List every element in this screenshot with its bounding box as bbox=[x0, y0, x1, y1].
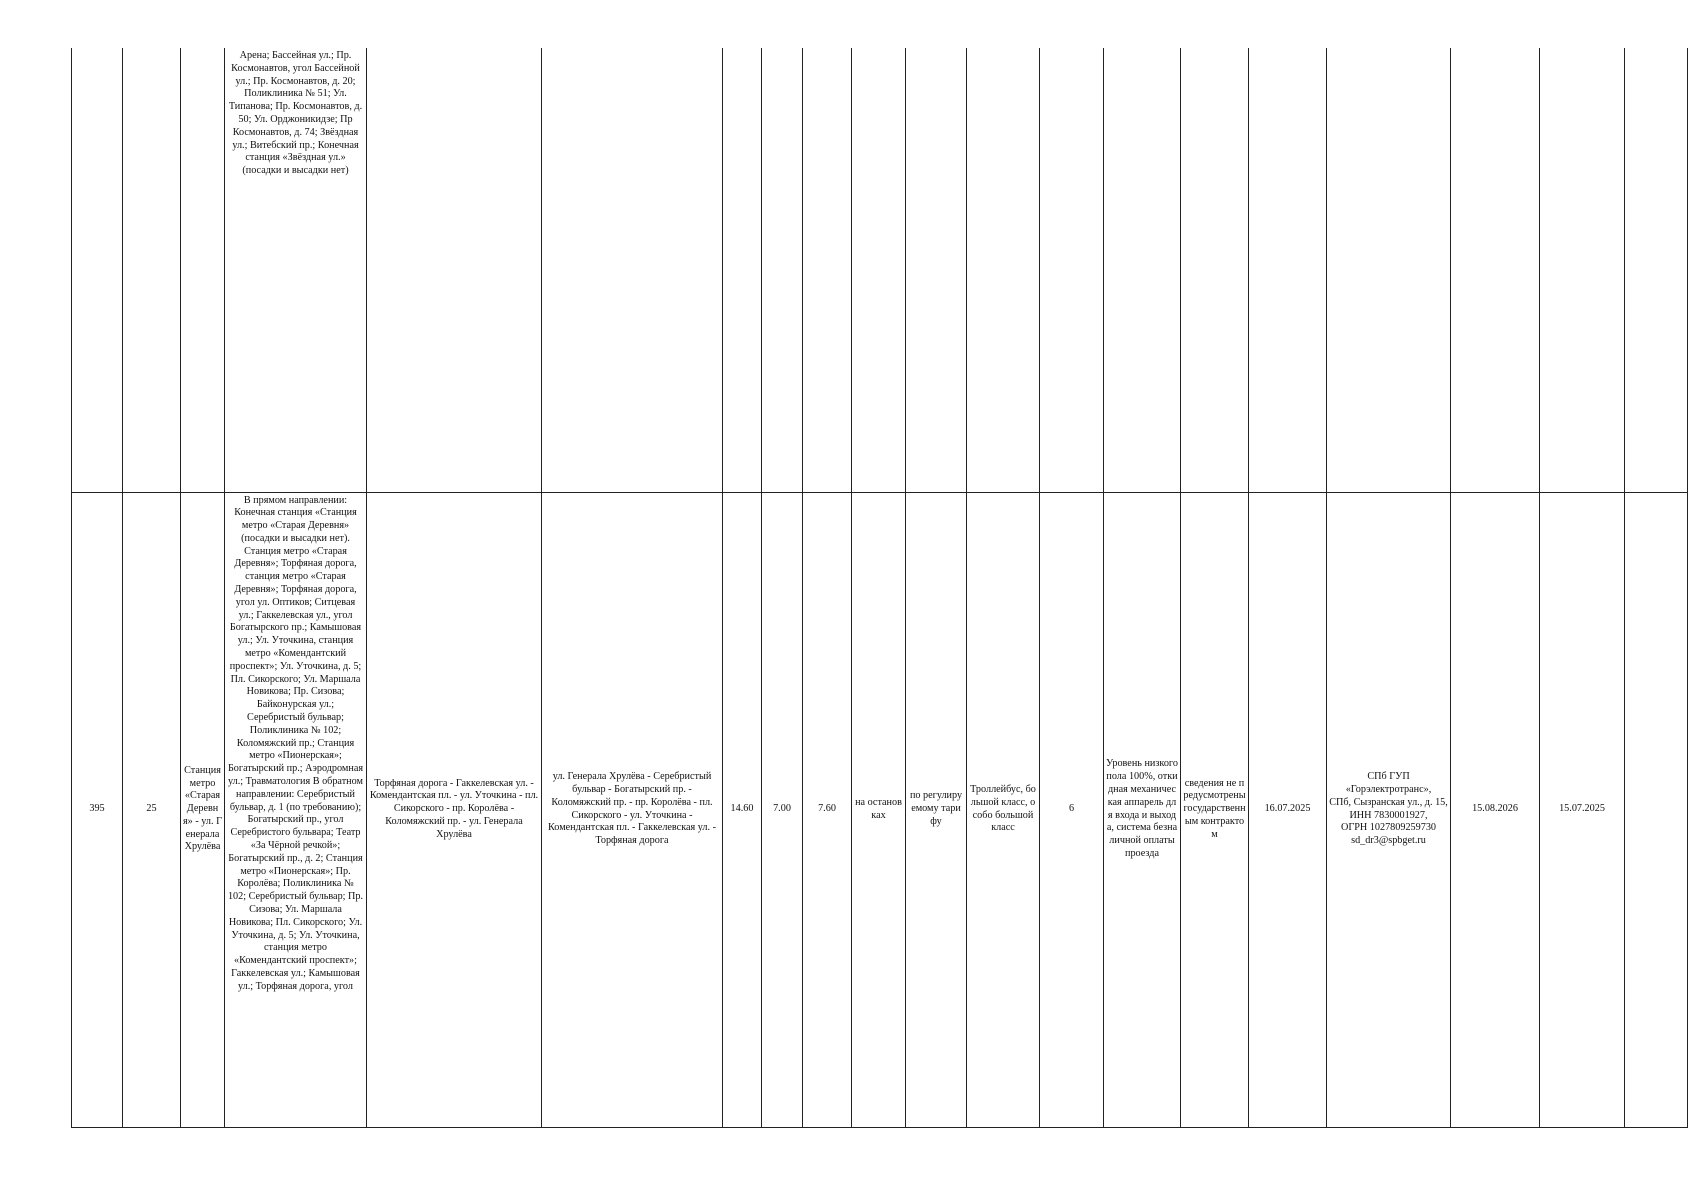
cell-last bbox=[1625, 48, 1688, 492]
carrier-address: СПб, Сызранская ул., д. 15, bbox=[1329, 796, 1448, 808]
cell-end-date bbox=[1451, 48, 1540, 492]
cell-route-number bbox=[123, 48, 181, 492]
cell-carrier bbox=[1327, 492, 1451, 1127]
cell-start-date: 16.07.2025 bbox=[1249, 492, 1327, 1127]
cell-vehicle-count: 6 bbox=[1040, 492, 1104, 1127]
cell-route-name bbox=[181, 48, 225, 492]
cell-stop-order: на остановках bbox=[852, 492, 906, 1127]
cell-carrier bbox=[1327, 48, 1451, 492]
cell-streets-backward: ул. Генерала Хрулёва - Серебристый бульвар - Богатырский пр. - Коломяжский пр. - пр. Королёва - пл. Сикорского - ул. Уточкина - Комендантская пл. - Гаккелевская ул. - Торфяная дорога bbox=[542, 492, 723, 1127]
cell-vehicle-type: Троллейбус, большой класс, особо большой класс bbox=[967, 492, 1040, 1127]
cell-characteristics: Уровень низкого пола 100%, откидная механическая аппарель для входа и выхода, система безналичной оплаты проезда bbox=[1104, 492, 1181, 1127]
cell-end-date: 15.08.2026 bbox=[1451, 492, 1540, 1127]
stops-text: В прямом направлении: Конечная станция «Станция метро «Старая Деревня» (посадки и высадки нет). Станция метро «Старая Деревня»; Торфяная дорога, станция метро «Старая Деревня»; Торфяная дорога, угол ул. Оптиков; Ситцевая ул.; Гаккелевская ул., угол Богатырского пр.; Камышовая ул.; Ул. Уточкина, станция метро «Комендантский проспект»; Ул. Уточкина, д. 5; Пл. Сикорского; Ул. Маршала Новикова; Пр. Сизова; Байконурская ул.; Серебристый бульвар; Поликлиника № 102; Коломяжский пр.; Станция метро «Пионерская»; Богатырский пр.; Аэродромная ул.; Травматология В обратном направлении: Серебристый бульвар, д. 1 (по требованию); Богатырский пр., угол Серебристого бульвара; Театр «За Чёрной речкой»; Богатырский пр., д. 2; Станция метро «Пионерская»; Пр. Королёва; Поликлиника № 102; Серебристый бульвар; Пр. Сизова; Ул. Маршала Новикова; Пл. Сикорского; Ул. Уточкина, д. 5; Ул. Уточкина, станция метро «Комендантский проспект»; Гаккелевская ул.; Камышовая ул.; Торфяная дорога, угол bbox=[227, 494, 364, 992]
cell-stops bbox=[225, 492, 367, 1127]
cell-stops bbox=[225, 48, 367, 492]
cell-length-total bbox=[723, 48, 762, 492]
cell-route-name: Станция метро «Старая Деревня» - ул. Генерала Хрулёва bbox=[181, 492, 225, 1127]
cell-streets-forward bbox=[367, 48, 542, 492]
stops-text: Арена; Бассейная ул.; Пр. Космонавтов, угол Бассейной ул.; Пр. Космонавтов, д. 20; Поликлиника № 51; Ул. Типанова; Пр. Космонавтов, д. 50; Ул. Орджоникидзе; Пр Космонавтов, д. 74; Звёздная ул.; Витебский пр.; Конечная станция «Звёздная ул.» (посадки и высадки нет) bbox=[228, 50, 363, 177]
cell-length-forward: 7.00 bbox=[762, 492, 803, 1127]
table-row-route bbox=[72, 492, 1688, 1127]
cell-length-backward bbox=[803, 48, 852, 492]
cell-fare-type bbox=[906, 48, 967, 492]
cell-vehicle-count bbox=[1040, 48, 1104, 492]
cell-vehicle-type bbox=[967, 48, 1040, 492]
cell-change-date bbox=[1540, 48, 1625, 492]
table-row-continued bbox=[72, 48, 1688, 492]
cell-last bbox=[1625, 492, 1688, 1127]
cell-fare-type: по регулируемому тарифу bbox=[906, 492, 967, 1127]
carrier-inn: ИНН 7830001927, bbox=[1349, 809, 1428, 821]
cell-change-date: 15.07.2025 bbox=[1540, 492, 1625, 1127]
cell-reg-number bbox=[72, 48, 123, 492]
cell-stop-order bbox=[852, 48, 906, 492]
cell-reg-number: 395 bbox=[72, 492, 123, 1127]
cell-streets-backward bbox=[542, 48, 723, 492]
cell-characteristics bbox=[1104, 48, 1181, 492]
route-registry-table bbox=[71, 48, 1688, 1128]
carrier-ogrn: ОГРН 1027809259730 bbox=[1340, 822, 1437, 834]
cell-start-date bbox=[1249, 48, 1327, 492]
carrier-name: СПб ГУП «Горэлектротранс», bbox=[1345, 771, 1432, 795]
cell-length-backward: 7.60 bbox=[803, 492, 852, 1127]
cell-route-number: 25 bbox=[123, 492, 181, 1127]
cell-length-total: 14.60 bbox=[723, 492, 762, 1127]
cell-length-forward bbox=[762, 48, 803, 492]
cell-contract-info bbox=[1181, 48, 1249, 492]
cell-streets-forward: Торфяная дорога - Гаккелевская ул. - Комендантская пл. - ул. Уточкина - пл. Сикорского - пр. Королёва - Коломяжский пр. - ул. Генерала Хрулёва bbox=[367, 492, 542, 1127]
carrier-email: sd_dr3@spbget.ru bbox=[1351, 835, 1426, 847]
cell-contract-info: сведения не предусмотрены государственным контрактом bbox=[1181, 492, 1249, 1127]
